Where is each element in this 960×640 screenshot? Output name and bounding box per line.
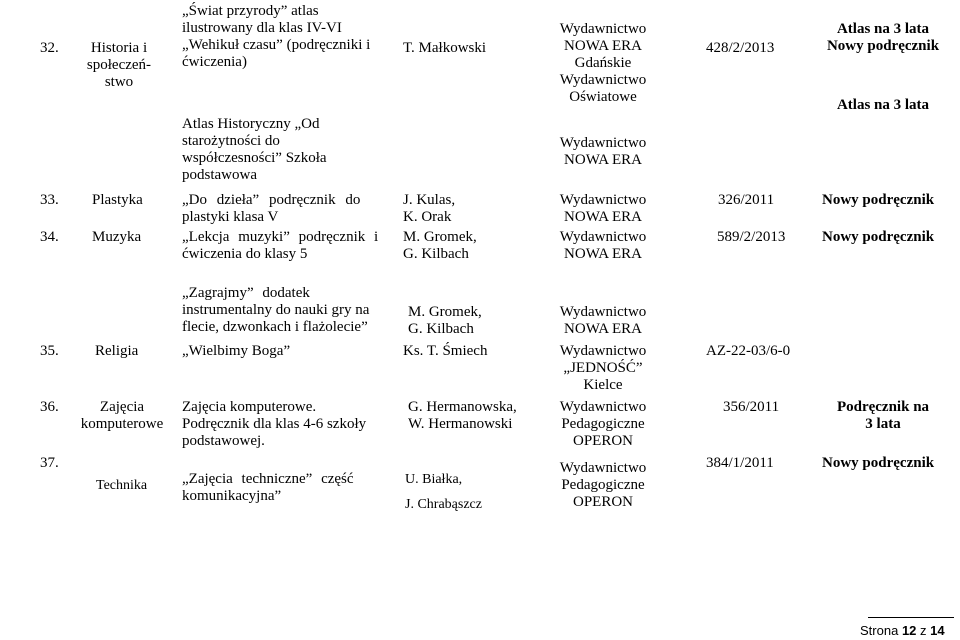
row-35-publisher: Wydawnictwo „JEDNOŚĆ” Kielce bbox=[559, 343, 647, 393]
row-34-extra-publisher: Wydawnictwo NOWA ERA bbox=[559, 304, 647, 337]
row-34-note: Nowy podręcznik bbox=[822, 229, 935, 245]
row-37-approval-number: 384/1/2011 bbox=[706, 455, 774, 471]
row-37-publisher: Wydawnictwo Pedagogiczne OPERON bbox=[559, 460, 647, 510]
row-33-approval-number: 326/2011 bbox=[718, 192, 775, 208]
row-32-atlas-publisher: Wydawnictwo NOWA ERA bbox=[559, 135, 647, 168]
row-36-note: Podręcznik na 3 lata bbox=[836, 399, 930, 432]
row-36-approval-number: 356/2011 bbox=[723, 399, 780, 415]
row-35-approval-number: AZ-22-03/6-0 bbox=[706, 343, 791, 359]
row-35-number: 35. bbox=[40, 343, 59, 359]
row-37-note: Nowy podręcznik bbox=[822, 455, 935, 471]
row-32-author: T. Małkowski bbox=[403, 40, 487, 56]
row-32-subject: Historia i społeczeń- stwo bbox=[86, 40, 152, 90]
row-33-title: „Do dzieła” podręcznik do plastyki klasa V bbox=[182, 192, 361, 225]
row-34-extra-author: M. Gromek, G. Kilbach bbox=[408, 304, 482, 337]
row-36-title: Zajęcia komputerowe. Podręcznik dla klas 4-6 szkoły podstawowej. bbox=[182, 399, 367, 449]
row-33-note: Nowy podręcznik bbox=[822, 192, 935, 208]
row-36-subject: Zajęcia komputerowe bbox=[80, 399, 164, 432]
row-37-number: 37. bbox=[40, 455, 59, 471]
row-35-author: Ks. T. Śmiech bbox=[403, 343, 488, 359]
row-35-title: „Wielbimy Boga” bbox=[182, 343, 291, 359]
row-37-subject: Technika bbox=[96, 478, 148, 493]
row-32-number: 32. bbox=[40, 40, 59, 56]
row-32-atlas-title: Atlas Historyczny „Od starożytności do współczesności” Szkoła podstawowa bbox=[182, 116, 327, 183]
row-36-number: 36. bbox=[40, 399, 59, 415]
row-34-title: „Lekcja muzyki” podręcznik i ćwiczenia do klasy 5 bbox=[182, 229, 379, 262]
row-33-author: J. Kulas, K. Orak bbox=[403, 192, 456, 225]
row-32-approval-number: 428/2/2013 bbox=[706, 40, 775, 56]
row-36-publisher: Wydawnictwo Pedagogiczne OPERON bbox=[559, 399, 647, 449]
row-37-title: „Zajęcia techniczne” część komunikacyjna” bbox=[182, 471, 354, 504]
row-36-author: G. Hermanowska, W. Hermanowski bbox=[408, 399, 517, 432]
row-33-subject: Plastyka bbox=[92, 192, 143, 208]
row-34-extra-title: „Zagrajmy” dodatek instrumentalny do nauki gry na flecie, dzwonkach i flażolecie” bbox=[182, 285, 370, 335]
row-32-title: „Świat przyrody” atlas ilustrowany dla klas IV-VI „Wehikuł czasu” (podręczniki i ćwiczenia) bbox=[182, 3, 371, 70]
row-35-subject: Religia bbox=[95, 343, 139, 359]
row-34-number: 34. bbox=[40, 229, 59, 245]
footer-rule bbox=[868, 617, 954, 618]
row-34-approval-number: 589/2/2013 bbox=[717, 229, 786, 245]
row-34-author: M. Gromek, G. Kilbach bbox=[403, 229, 477, 262]
row-34-subject: Muzyka bbox=[92, 229, 142, 245]
footer-page-indicator: Strona 12 z 14 bbox=[860, 623, 945, 638]
row-33-publisher: Wydawnictwo NOWA ERA bbox=[559, 192, 647, 225]
row-32-note: Atlas na 3 lata Nowy podręcznik bbox=[826, 21, 940, 54]
row-32-publisher: Wydawnictwo NOWA ERA Gdańskie Wydawnictwo Oświatowe bbox=[559, 21, 647, 105]
row-32-atlas-note: Atlas na 3 lata bbox=[836, 97, 930, 113]
row-34-publisher: Wydawnictwo NOWA ERA bbox=[559, 229, 647, 262]
row-33-number: 33. bbox=[40, 192, 59, 208]
row-37-author: U. Białka, J. Chrabąszcz bbox=[405, 472, 482, 512]
